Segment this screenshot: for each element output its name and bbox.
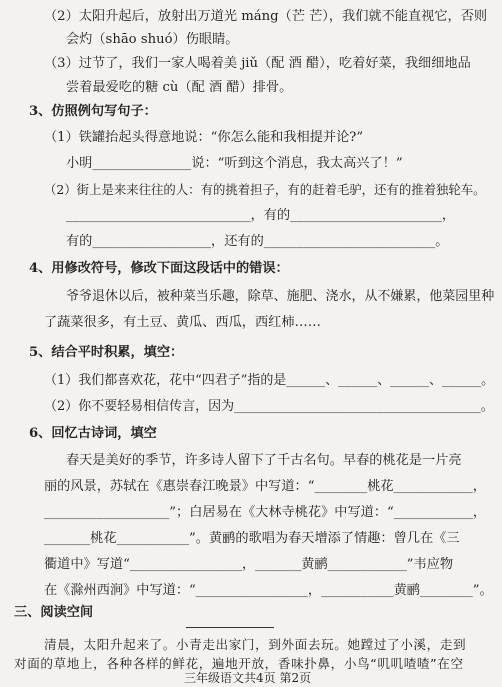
part3-heading: 三、阅读空间 [14, 605, 94, 620]
s4-para-line1: 爷爷退休以后，被种菜当乐趣，除草、施肥、浇水，从不嫌累，他菜园里种 [66, 289, 495, 304]
passage-line2: 对面的草地上，各种各样的鲜花，遍地开放，香味扑鼻，小鸟“叽叽喳喳”在空 [14, 656, 464, 671]
s5-item1: （1）我们都喜欢花，花中“四君子”指的是______、______、______、______。 [44, 373, 495, 388]
q3-line1: （3）过节了，我们一家人喝着美 jiǔ（配 酒 醋），吃着好菜，我细细地品 [44, 56, 471, 71]
s6-line1: 春天是美好的季节，许多诗人留下了千古名句。早春的桃花是一片亮 [66, 453, 462, 468]
s4-para-line2: 了蔬菜很多，有土豆、黄瓜、西瓜，西红柿…… [44, 315, 321, 330]
page-footer: 三年级语文共4页 第2页 [184, 671, 312, 685]
s3-example1: （1）铁罐抬起头得意地说：“你怎么能和我相提并论?” [44, 130, 364, 145]
s6-line5: 衢道中》写道“_________________，_______黄鹂____________”韦应物 [44, 557, 454, 572]
s6-line3: ___________________”；白居易在《大林寺桃花》中写道：“____________， [44, 505, 487, 520]
s3-example2: （2）街上是来来往往的人：有的挑着担子，有的赶着毛驴，还有的推着独轮车。 [44, 182, 486, 197]
s6-line6: 在《滁州西涧》中写道：“_________________，___________黄鹂________”。 [44, 583, 493, 598]
section4-heading: 4、用修改符号，修改下面这段话中的错误： [29, 261, 289, 276]
section3-heading: 3、仿照例句写句子： [29, 104, 157, 119]
s6-line2: 丽的风景，苏轼在《惠崇春江晚景》中写道：“________桃花____________， [44, 479, 486, 494]
q2-line2: 会灼（shāo shuó）伤眼睛。 [66, 32, 239, 47]
q3-line2: 尝着最爱吃的糖 cù（配 酒 醋）排骨。 [66, 80, 293, 95]
s3-fill2a: ____________________________，有的_______________________， [66, 208, 456, 223]
passage-line1: 清晨，太阳升起来了。小青走出家门，到外面去玩。她蹚过了小溪，走到 [44, 637, 467, 652]
s3-fill2b: 有的__________________，还有的__________________________。 [66, 234, 449, 249]
section6-heading: 6、回忆古诗词，填空 [29, 426, 157, 441]
q2-line1: （2）太阳升起后，放射出万道光 máng（芒 芒），我们就不能直视它，否则 [44, 9, 488, 24]
s6-line4: _______桃花___________”。黄鹂的歌唱为春天增添了情趣：曾几在《三 [44, 531, 460, 546]
s5-item2: （2）你不要轻易相信传言，因为______________________________________。 [44, 399, 494, 414]
section5-heading: 5、结合平时积累，填空： [29, 345, 184, 360]
s3-fill1: 小明_______________说：“听到这个消息，我太高兴了！” [66, 156, 403, 171]
passage-title-blank [186, 627, 274, 628]
